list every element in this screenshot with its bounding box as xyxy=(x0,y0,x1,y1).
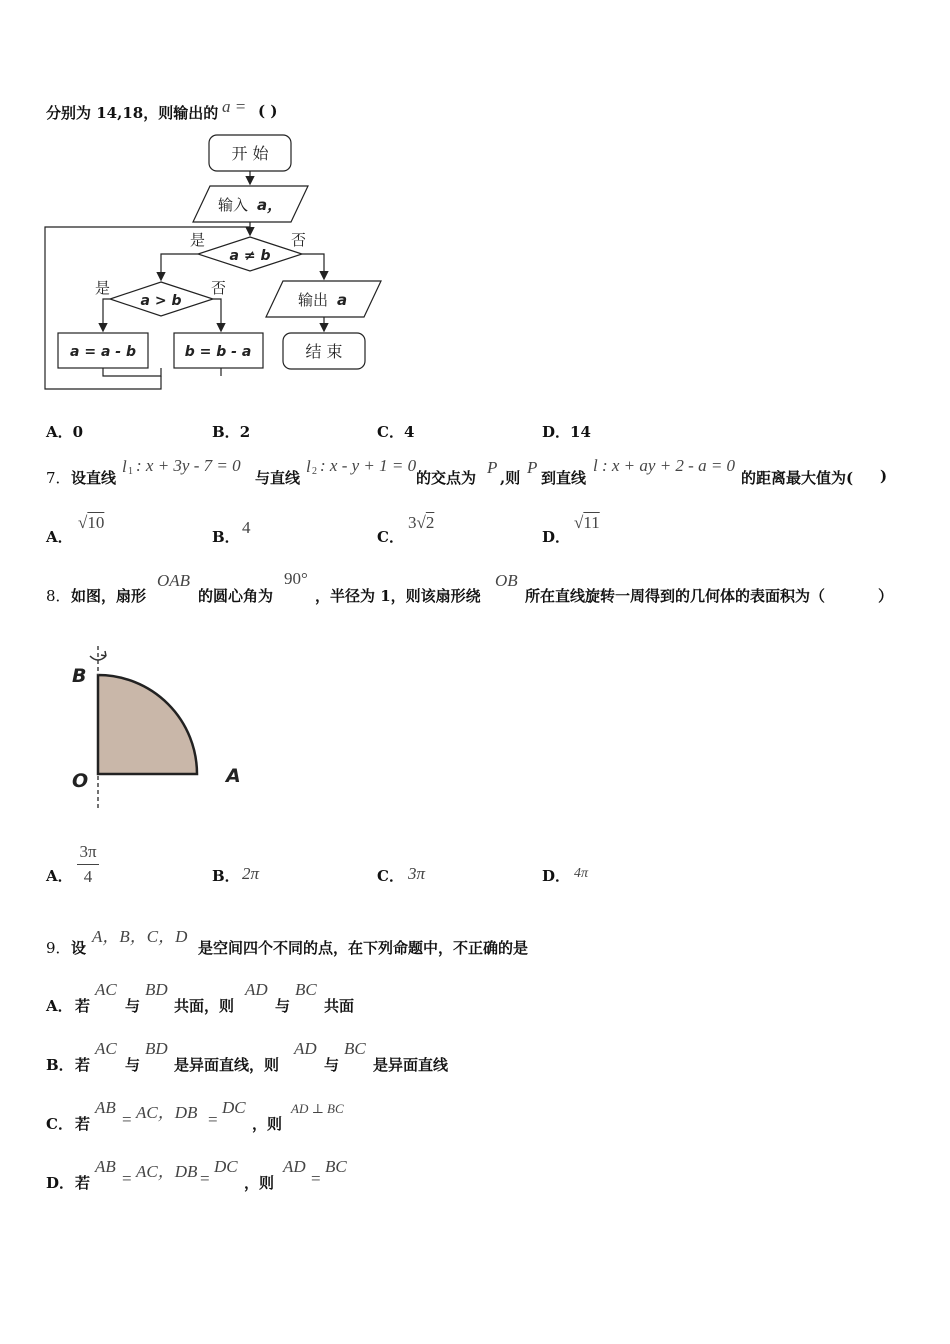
q8-text-4: 所在直线旋转一周得到的几何体的表面积为（ xyxy=(525,587,826,605)
q8-axis: OB xyxy=(495,571,518,590)
q9b-m2: BD xyxy=(145,1039,168,1058)
input-label: 输入 xyxy=(218,196,249,214)
q7-option-c-value: 3√2 xyxy=(408,513,435,532)
q8-text-3: ，半径为 1，则该扇形绕 xyxy=(315,587,481,605)
q7-l2: l xyxy=(306,457,311,476)
q9d-m4: AD xyxy=(283,1157,306,1176)
q8-number: 8． xyxy=(46,587,71,605)
q8-option-d-value: 4π xyxy=(574,866,589,881)
q9c-m3: DC xyxy=(222,1098,246,1117)
q9a-w4: 与 xyxy=(275,997,291,1015)
q7-option-c-letter[interactable]: C． xyxy=(377,528,404,546)
q7-l1-eq: : x + 3y - 7 = 0 xyxy=(136,456,241,475)
q9a-m4: BC xyxy=(295,980,317,999)
q9b-w2: 与 xyxy=(125,1056,141,1074)
sector-shape xyxy=(98,675,197,774)
q7-text-3: 的交点为 xyxy=(416,469,477,487)
q8-angle: 90° xyxy=(284,569,308,588)
q7-text-7: ) xyxy=(880,467,888,485)
q6-option-b[interactable]: B．2 xyxy=(212,423,251,441)
sector-figure xyxy=(68,636,253,811)
intro-text: 分别为 14,18，则输出的 xyxy=(46,104,219,122)
q9b-w5: 是异面直线 xyxy=(373,1056,449,1074)
q7-option-a-value: √10 xyxy=(78,513,105,532)
q9-points: A，B，C，D xyxy=(92,927,188,946)
q9a-w3: 共面，则 xyxy=(174,997,235,1015)
q9-text-2: 是空间四个不同的点，在下列命题中，不正确的是 xyxy=(198,939,529,957)
q9c-w2: ，则 xyxy=(252,1115,283,1133)
q6-option-c[interactable]: C．4 xyxy=(377,423,415,441)
q9-option-d-letter[interactable]: D． xyxy=(46,1174,75,1192)
q7-l2-sub: 2 xyxy=(312,466,317,477)
assign-a-label: a = a - b xyxy=(70,344,136,360)
q7-option-b-value: 4 xyxy=(242,518,251,537)
cond2-label: a > b xyxy=(140,293,182,309)
yes2-label: 是 xyxy=(95,279,111,297)
output-var: a xyxy=(337,291,348,309)
q9a-w5: 共面 xyxy=(324,997,355,1015)
q8-option-a-letter[interactable]: A． xyxy=(46,867,73,885)
q8-option-c-letter[interactable]: C． xyxy=(377,867,404,885)
q7-text-1: 设直线 xyxy=(71,469,117,487)
q8-text-5: ） xyxy=(878,587,894,605)
q9d-m5: BC xyxy=(325,1157,347,1176)
q9b-m3: AD xyxy=(294,1039,317,1058)
q8-text-2: 的圆心角为 xyxy=(198,587,274,605)
intro-paren: ( ) xyxy=(258,102,278,120)
q7-number: 7． xyxy=(46,469,71,487)
q9b-w4: 与 xyxy=(324,1056,340,1074)
q8-option-d-letter[interactable]: D． xyxy=(542,867,571,885)
q9d-eq1: = xyxy=(122,1169,132,1188)
q9-option-c-letter[interactable]: C． xyxy=(46,1115,73,1133)
label-o: O xyxy=(72,770,89,792)
q9d-eq2: = xyxy=(200,1169,210,1188)
q7-option-a-letter[interactable]: A． xyxy=(46,528,73,546)
q8-text-1: 如图，扇形 xyxy=(71,587,147,605)
q9b-w1: 若 xyxy=(75,1056,91,1074)
q9d-m2: AC，DB xyxy=(136,1162,198,1181)
intro-var: a = xyxy=(222,97,247,116)
q9c-m4: AD ⊥ BC xyxy=(291,1101,344,1116)
q8-option-b-value: 2π xyxy=(242,864,260,883)
q9a-w2: 与 xyxy=(125,997,141,1015)
q7-text-5: 到直线 xyxy=(541,469,587,487)
end-label: 结 束 xyxy=(305,342,343,361)
q9b-m1: AC xyxy=(95,1039,117,1058)
q9d-m3: DC xyxy=(214,1157,238,1176)
q7-text-4: ,则 xyxy=(500,469,521,487)
cond1-label: a ≠ b xyxy=(229,248,271,264)
q9c-w1: 若 xyxy=(75,1115,91,1133)
q8-option-c-value: 3π xyxy=(408,864,426,883)
input-vars: a， xyxy=(257,196,283,214)
yes1-label: 是 xyxy=(190,231,206,249)
q9d-w2: ，则 xyxy=(244,1174,275,1192)
label-b: B xyxy=(72,665,87,687)
q8-option-b-letter[interactable]: B． xyxy=(212,867,240,885)
q7-l2-eq: : x - y + 1 = 0 xyxy=(320,456,417,475)
q9d-w1: 若 xyxy=(75,1174,91,1192)
q9c-m1: AB xyxy=(95,1098,116,1117)
q9d-eq3: = xyxy=(311,1169,321,1188)
q9c-eq1: = xyxy=(122,1110,132,1129)
q7-option-b-letter[interactable]: B． xyxy=(212,528,240,546)
q9c-m2: AC，DB xyxy=(136,1103,198,1122)
q7-option-d-letter[interactable]: D． xyxy=(542,528,571,546)
start-label: 开 始 xyxy=(231,144,269,163)
q7-text-2: 与直线 xyxy=(255,469,301,487)
q7-p2: P xyxy=(527,458,538,477)
q7-l1: l xyxy=(122,457,127,476)
input-box xyxy=(193,186,308,222)
flowchart xyxy=(40,130,390,395)
label-a: A xyxy=(226,765,241,787)
q9b-m4: BC xyxy=(344,1039,366,1058)
q9d-m1: AB xyxy=(95,1157,116,1176)
q9-option-b-letter[interactable]: B． xyxy=(46,1056,74,1074)
q7-l1-sub: 1 xyxy=(128,466,133,477)
no2-label: 否 xyxy=(211,279,227,297)
q9a-m2: BD xyxy=(145,980,168,999)
q6-option-d[interactable]: D．14 xyxy=(542,423,591,441)
q9b-w3: 是异面直线，则 xyxy=(174,1056,280,1074)
q8-sector-name: OAB xyxy=(157,571,191,590)
output-label: 输出 xyxy=(298,291,329,309)
q9a-w1: 若 xyxy=(75,997,91,1015)
q9-number: 9． xyxy=(46,939,71,957)
assign-b-label: b = b - a xyxy=(184,344,252,360)
q8-option-a-value: 3π 4 xyxy=(77,840,99,889)
q9-option-a-letter[interactable]: A． xyxy=(46,997,73,1015)
q7-option-d-value: √11 xyxy=(574,513,600,532)
q9a-m1: AC xyxy=(95,980,117,999)
q7-text-6: 的距离最大值为( xyxy=(741,469,854,487)
q7-p1: P xyxy=(487,458,498,477)
q9a-m3: AD xyxy=(245,980,268,999)
q9c-eq2: = xyxy=(208,1110,218,1129)
q7-l3: l : x + ay + 2 - a = 0 xyxy=(593,456,736,475)
no1-label: 否 xyxy=(291,231,307,249)
q9-text-1: 设 xyxy=(71,939,87,957)
q6-option-a[interactable]: A．0 xyxy=(46,423,84,441)
